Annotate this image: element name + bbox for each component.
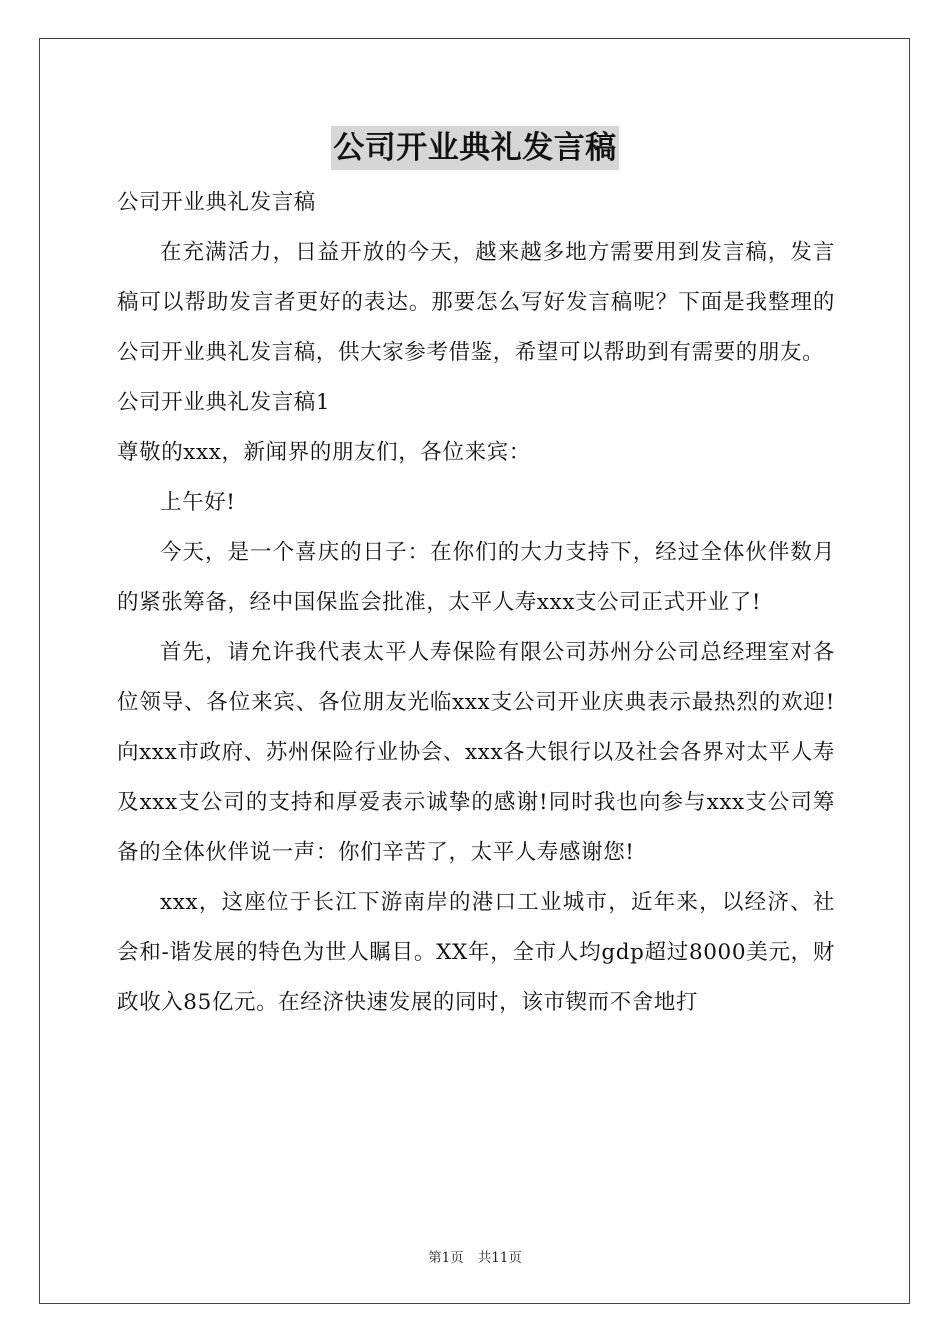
paragraph: 公司开业典礼发言稿 bbox=[117, 190, 316, 215]
document-body bbox=[117, 178, 835, 1028]
page-total: 共11页 bbox=[477, 1250, 522, 1266]
paragraph: xxx，这座位于长江下游南岸的港口工业城市，近年来，以经济、社会和-谐发展的特色为世人瞩目。XX年，全市人均gdp超过8000美元，财政收入85亿元。在经济快速发展的同时，该市锲而不舍地打 bbox=[117, 890, 835, 1015]
section-heading: 公司开业典礼发言稿1 bbox=[117, 390, 331, 415]
paragraph: 今天，是一个喜庆的日子：在你们的大力支持下，经过全体伙伴数月的紧张筹备，经中国保监会批准，太平人寿xxx支公司正式开业了! bbox=[117, 540, 835, 615]
paragraph: 首先，请允许我代表太平人寿保险有限公司苏州分公司总经理室对各位领导、各位来宾、各位朋友光临xxx支公司开业庆典表示最热烈的欢迎!向xxx市政府、苏州保险行业协会、xxx各大银行以及社会各界对太平人寿及xxx支公司的支持和厚爱表示诚挚的感谢!同时我也向参与xxx支公司筹备的全体伙伴说一声：你们辛苦了，太平人寿感谢您! bbox=[117, 640, 835, 865]
salutation: 尊敬的xxx，新闻界的朋友们，各位来宾： bbox=[117, 440, 531, 465]
paragraph: 在充满活力，日益开放的今天，越来越多地方需要用到发言稿，发言稿可以帮助发言者更好的表达。那要怎么写好发言稿呢？下面是我整理的公司开业典礼发言稿，供大家参考借鉴，希望可以帮助到有需要的朋友。 bbox=[117, 240, 835, 365]
greeting: 上午好! bbox=[160, 490, 236, 515]
document-title: 公司开业典礼发言稿 bbox=[331, 126, 619, 170]
page-number: 第1页 bbox=[428, 1250, 464, 1266]
page-footer bbox=[0, 1246, 950, 1266]
title-container bbox=[0, 126, 950, 170]
